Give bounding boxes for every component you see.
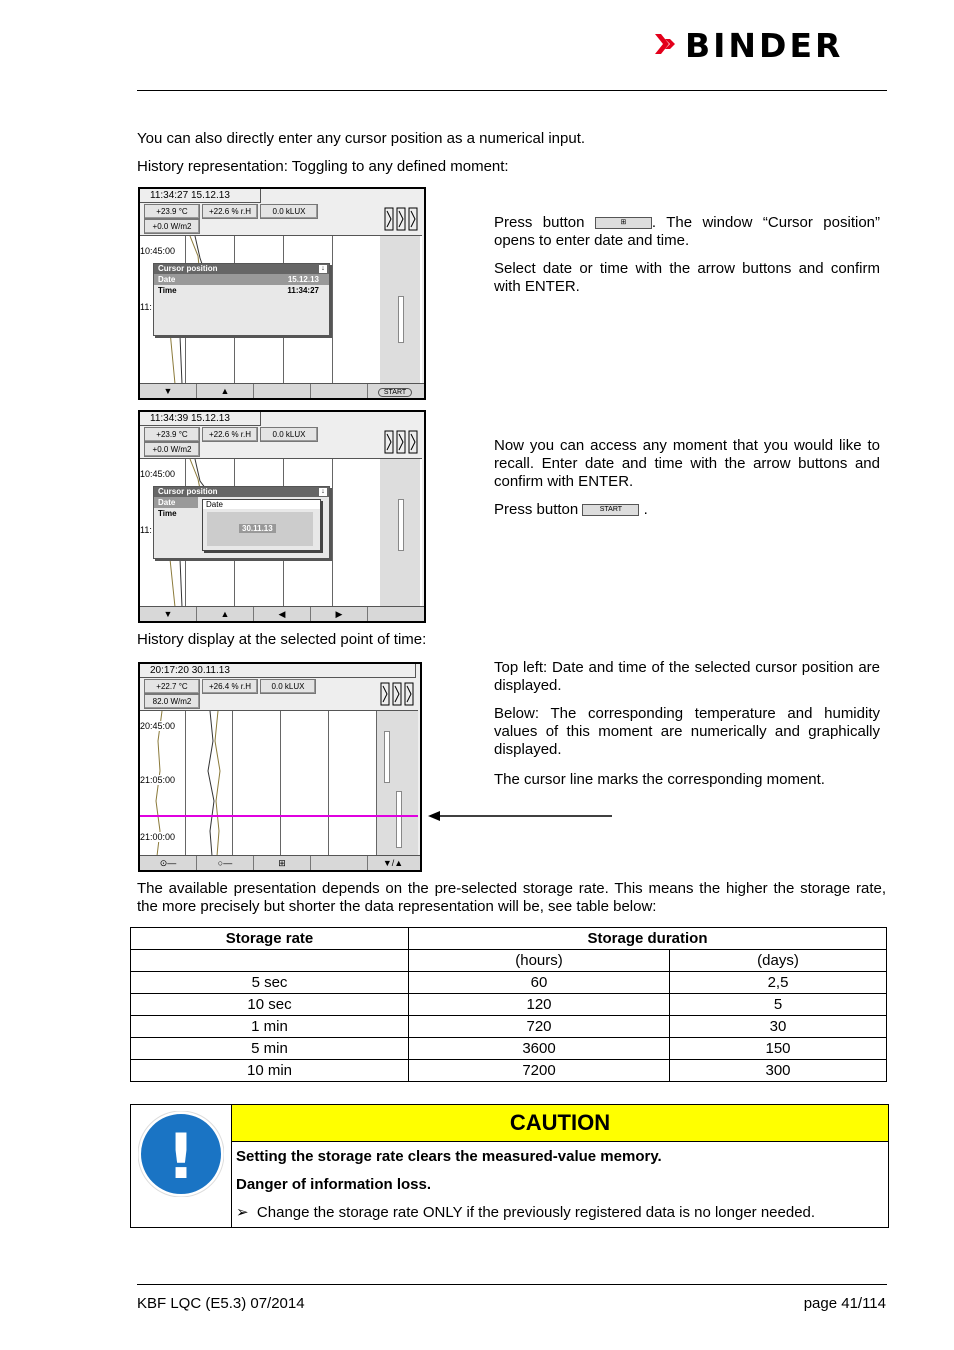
softkey-3[interactable] <box>254 384 311 398</box>
screen3-channel-icons <box>380 682 416 708</box>
screen3-curves <box>140 711 376 856</box>
screen1-cursor-dialog <box>153 263 330 336</box>
screen2-date-entry <box>202 499 321 551</box>
arrow-right-button[interactable]: ▶ <box>311 607 368 621</box>
scroll-updown-button[interactable]: ▼/▲ <box>382 858 404 868</box>
screen3-wm2[interactable]: 82.0 W/m2 <box>144 694 200 709</box>
screen1-wm2[interactable]: +0.0 W/m2 <box>144 219 200 234</box>
cursor-position-button[interactable]: ⊞ <box>254 856 311 870</box>
subheader-days: (days) <box>670 950 887 972</box>
screen1-date-row[interactable]: Date 15.12.13 <box>154 274 329 285</box>
arrow-down-button[interactable]: ▼ <box>140 607 197 621</box>
arrow-left-button[interactable]: ◀ <box>254 607 311 621</box>
exclamation-icon <box>138 1111 224 1197</box>
storage-rate-table <box>130 927 887 1082</box>
history-label: History display at the selected point of time: <box>137 631 427 648</box>
header-storage-duration: Storage duration <box>409 928 887 950</box>
screen3-datetime: 20:17:20 30.11.13 <box>140 664 416 678</box>
svg-text:!: ! <box>166 1120 196 1193</box>
controller-screen-2 <box>138 410 426 623</box>
cursor-line <box>140 815 418 817</box>
screen3-humidity[interactable]: +26.4 % r.H <box>202 679 258 694</box>
arrow-up-button[interactable]: ▲ <box>197 384 254 398</box>
screen2-date-row[interactable]: Date <box>154 497 198 508</box>
binder-logo <box>655 26 887 65</box>
arrow-down-button[interactable]: ▼ <box>140 384 197 398</box>
screen2-time-row[interactable]: Time <box>158 509 177 518</box>
softkey-4[interactable] <box>311 856 368 870</box>
screen1-y-label-1: 10:45:00 <box>140 246 176 256</box>
screen3-y-label-3: 21:00:00 <box>140 832 176 842</box>
screen1-lux[interactable]: 0.0 kLUX <box>260 204 318 219</box>
screen2-datetime: 11:34:39 15.12.13 <box>140 412 261 426</box>
header-storage-rate: Storage rate <box>131 928 409 950</box>
screen3-y-label-1: 20:45:00 <box>140 721 176 731</box>
brand-name: BINDER <box>685 26 844 65</box>
screen1-humidity[interactable]: +22.6 % r.H <box>202 204 258 219</box>
controller-screen-1 <box>138 187 426 400</box>
screen2-lux[interactable]: 0.0 kLUX <box>260 427 318 442</box>
cursor-right-button[interactable]: ○— <box>197 856 254 870</box>
screen2-channel-icons <box>384 430 420 456</box>
screen1-dialog-title: Cursor position ↓ <box>154 264 329 274</box>
press-button-text: Press button ⊞ . The window “Cursor position” opens to enter date and time. <box>494 214 881 249</box>
footer-doc-id: KBF LQC (E5.3) 07/2014 <box>137 1295 305 1312</box>
screen2-wm2[interactable]: +0.0 W/m2 <box>144 442 200 457</box>
screen3-temp[interactable]: +22.7 °C <box>144 679 200 694</box>
screen2-softkeys <box>140 606 424 621</box>
screen2-cursor-dialog <box>153 486 330 559</box>
bullet-arrow-icon: ➢ <box>236 1204 249 1221</box>
softkey-4[interactable] <box>311 384 368 398</box>
cursor-position-button-icon: ⊞ <box>595 217 652 229</box>
select-date-text: Select date or time with the arrow buttons and confirm with ENTER. <box>494 260 880 295</box>
screen2-humidity[interactable]: +22.6 % r.H <box>202 427 258 442</box>
start-button[interactable]: START <box>368 384 422 398</box>
header-rule <box>137 90 887 91</box>
table-row: 5 sec 60 2,5 <box>131 972 887 994</box>
softkey-5[interactable] <box>368 607 422 621</box>
press-start-text: Press button START . <box>494 501 648 518</box>
screen1-y-label-2: 11: <box>140 302 152 312</box>
screen2-date-value[interactable]: 30.11.13 <box>239 524 276 533</box>
caution-line-3: ➢ Change the storage rate ONLY if the previously registered data is no longer needed. <box>236 1204 816 1221</box>
intro-line-1: You can also directly enter any cursor position as a numerical input. <box>137 130 586 147</box>
caution-box <box>130 1104 889 1228</box>
download-icon[interactable]: ↓ <box>319 265 327 273</box>
screen3-softkeys <box>140 855 420 870</box>
screen2-y-label-2: 11: <box>140 525 152 535</box>
cursor-line-text: The cursor line marks the corresponding moment. <box>494 771 825 788</box>
available-text: The available presentation depends on the pre-selected storage rate. This means the higher the storage rate, the more precisely but shorter the data representation will be, see table below: <box>137 880 886 915</box>
screen1-datetime: 11:34:27 15.12.13 <box>140 189 261 203</box>
below-text: Below: The corresponding temperature and humidity values of this moment are numerically and graphically displayed. <box>494 705 880 758</box>
table-row: 1 min 720 30 <box>131 1016 887 1038</box>
cursor-left-button[interactable]: ⊙— <box>140 856 197 870</box>
screen2-entry-label: Date <box>203 500 320 509</box>
caution-line-1: Setting the storage rate clears the measured-value memory. <box>236 1148 662 1165</box>
subheader-hours: (hours) <box>409 950 670 972</box>
screen3-y-label-2: 21:05:00 <box>140 775 176 785</box>
screen3-chart-grid <box>140 710 418 856</box>
screen3-lux[interactable]: 0.0 kLUX <box>260 679 316 694</box>
caution-line-2: Danger of information loss. <box>236 1176 432 1193</box>
screen1-time-row[interactable]: Time 11:34:27 <box>158 286 319 295</box>
start-button-icon: START <box>582 504 639 516</box>
screen1-channel-icons <box>384 207 420 233</box>
table-row: 5 min 3600 150 <box>131 1038 887 1060</box>
intro-line-2: History representation: Toggling to any defined moment: <box>137 158 509 175</box>
cursor-arrow-icon <box>428 809 614 823</box>
screen2-dialog-title: Cursor position ↓ <box>154 487 329 497</box>
screen1-softkeys <box>140 383 424 398</box>
download-icon[interactable]: ↓ <box>319 488 327 496</box>
table-row: 10 sec 120 5 <box>131 994 887 1016</box>
controller-screen-3 <box>138 662 422 872</box>
arrow-up-button[interactable]: ▲ <box>197 607 254 621</box>
screen2-y-label-1: 10:45:00 <box>140 469 176 479</box>
topleft-text: Top left: Date and time of the selected cursor position are displayed. <box>494 659 880 694</box>
table-row: 10 min 7200 300 <box>131 1060 887 1082</box>
screen2-temp[interactable]: +23.9 °C <box>144 427 200 442</box>
screen1-temp[interactable]: +23.9 °C <box>144 204 200 219</box>
footer-page-number: page 41/114 <box>803 1295 886 1312</box>
now-access-text: Now you can access any moment that you would like to recall. Enter date and time with the arrow buttons and confirm with ENTER. <box>494 437 880 490</box>
footer-rule <box>137 1284 887 1285</box>
binder-logo-mark-icon <box>655 30 681 62</box>
caution-title: CAUTION <box>232 1105 888 1142</box>
